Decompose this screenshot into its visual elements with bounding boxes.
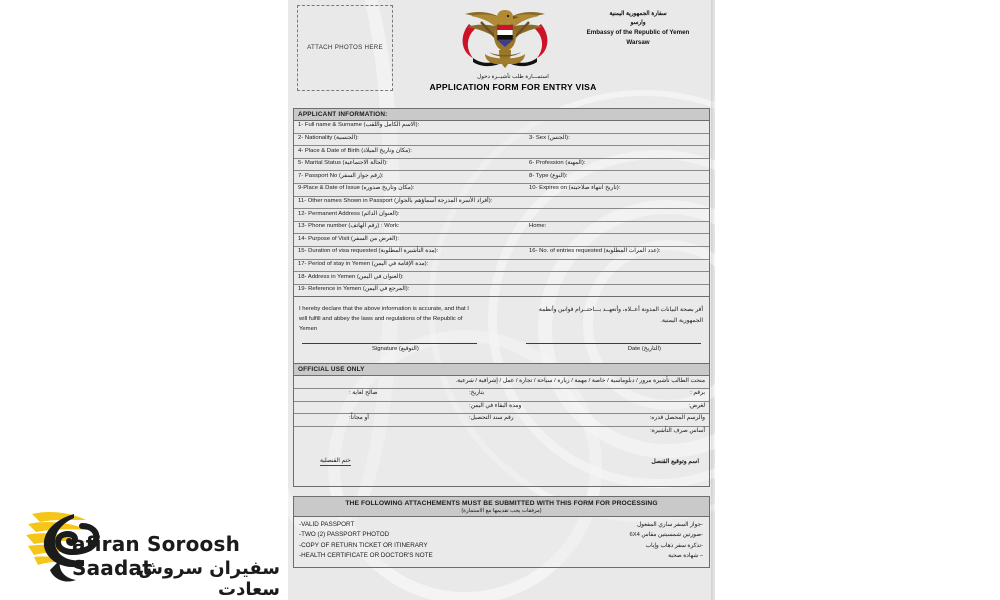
- form-title: [363, 74, 663, 92]
- applicant-field-row[interactable]: [294, 121, 709, 134]
- attachment-item-arabic: -جواز السفر ساري المفعول: [636, 522, 703, 529]
- attachments-header-arabic: (مرفقات يجب تقديمها مع الاستمارة): [461, 508, 542, 515]
- form-header: [288, 0, 715, 108]
- declaration-box: [293, 297, 710, 364]
- attachments-header: [294, 497, 709, 517]
- applicant-field-row[interactable]: [294, 272, 709, 285]
- official-field-mid: رقم سند التحصيل:: [469, 415, 514, 422]
- field-label-left: 14- Purpose of Visit (الغرض من السفر):: [298, 235, 399, 242]
- applicant-field-row[interactable]: [294, 234, 709, 247]
- official-field-mid: بتاريخ:: [469, 390, 485, 397]
- official-use-rows: [294, 376, 709, 438]
- embassy-heading: [563, 10, 713, 47]
- field-label-right: 10- Expires on (تاريخ انتهاء صلاحيته):: [529, 185, 621, 192]
- field-label-left: 11- Other names Shown in Passport (أفراد الأسرة المدرجة أسماؤهم بالجواز):: [298, 197, 493, 204]
- applicant-field-row[interactable]: [294, 134, 709, 147]
- agency-name-arabic: سفيران سروش سعادت: [138, 558, 280, 600]
- date-label: Date (التاريخ): [627, 346, 661, 353]
- applicant-field-row[interactable]: [294, 247, 709, 260]
- field-label-left: 4- Place & Date of Birth (مكان وتاريخ الميلاد):: [298, 147, 412, 154]
- applicant-field-row[interactable]: [294, 184, 709, 197]
- agency-logo: [14, 508, 280, 600]
- embassy-name-arabic: سفارة الجمهورية اليمنية: [609, 11, 667, 17]
- field-label-left: 15- Duration of visa requested (مدة التأشيرة المطلوبة):: [298, 248, 439, 255]
- official-use-field-row[interactable]: [294, 389, 709, 402]
- applicant-field-row[interactable]: [294, 159, 709, 172]
- attachment-item-english: -COPY OF RETURN TICKET OR ITINERARY: [299, 541, 428, 549]
- field-label-left: 18- Address in Yemen (العنوان في اليمن):: [298, 273, 404, 280]
- consulate-stamp-label: ختم القنصلية: [320, 458, 351, 465]
- attachment-item-english: -HEALTH CERTIFICATE OR DOCTOR'S NOTE: [299, 551, 433, 559]
- applicant-field-row[interactable]: [294, 285, 709, 297]
- official-use-header: OFFICIAL USE ONLY: [294, 364, 709, 376]
- field-label-left: 13- Phone number (رقم الهاتف) : Work:: [298, 223, 400, 230]
- official-field-right: أساس صرف التأشيرة:: [650, 428, 705, 435]
- field-label-left: 2- Nationality (الجنسية):: [298, 134, 359, 141]
- official-field-right: منحت الطالب تأشيرة مرور / دبلوماسية / خاصة / مهمة / زيارة / سياحة / تجارة / عمل / إشرافية / شرعية.: [455, 377, 705, 384]
- applicant-field-row[interactable]: [294, 146, 709, 159]
- field-label-left: 1- Full name & Surname (الاسم الكامل واللقب):: [298, 122, 420, 129]
- field-label-right: Home:: [529, 223, 547, 230]
- field-label-left: 7- Passport No (رقم جواز السفر):: [298, 172, 384, 179]
- applicant-information-rows: [294, 121, 709, 296]
- field-label-right: 8- Type (النوع):: [529, 172, 568, 179]
- signature-line[interactable]: [302, 343, 477, 344]
- document-sheet: [288, 0, 715, 600]
- applicant-information-header: APPLICANT INFORMATION:: [294, 109, 709, 121]
- attachment-item-arabic: -تذكرة سفر ذهاب وإياب: [645, 542, 703, 549]
- field-label-right: 3- Sex (الجنس):: [529, 134, 570, 141]
- attachments-box: [293, 496, 710, 568]
- consul-signature-label: اسم وتوقيع القنصل: [651, 459, 699, 466]
- embassy-city-english: Warsaw: [626, 38, 650, 46]
- signature-label: Signature (التوقيع): [372, 346, 419, 353]
- field-label-right: 16- No. of entries requested (عدد المرات المطلوبة):: [529, 248, 661, 255]
- field-label-left: 12- Permanent Address (العنوان الدائم):: [298, 210, 400, 217]
- official-use-box: [293, 364, 710, 487]
- field-label-left: 5- Marital Status (الحالة الاجتماعية):: [298, 160, 388, 167]
- attachments-body: [294, 517, 709, 567]
- attachment-item-arabic: – شهادة صحية: [668, 552, 703, 559]
- official-field-right: والرسم المحصل قدره:: [649, 415, 705, 422]
- field-label-left: 19- Reference in Yemen (المرجع في اليمن):: [298, 286, 410, 293]
- official-field-left: أو مجاناً:: [349, 415, 369, 422]
- applicant-field-row[interactable]: [294, 260, 709, 273]
- official-field-right: لغرض:: [688, 402, 705, 409]
- yemen-emblem-icon: [455, 2, 555, 72]
- attach-photos-label: ATTACH PHOTOS HERE: [307, 43, 383, 51]
- official-field-right: برقم :: [690, 390, 705, 397]
- official-field-left: صالح لغاية :: [349, 390, 378, 397]
- applicant-field-row[interactable]: [294, 171, 709, 184]
- official-field-mid: ومدة البقاء في اليمن:: [469, 402, 522, 409]
- attachment-item-arabic: -صورتين شمسيتين مقاس 6X4: [629, 532, 703, 539]
- official-use-field-row[interactable]: [294, 414, 709, 427]
- attachments-list-arabic: [629, 520, 703, 561]
- form-title-arabic: استمـــارة طلب تأشيــرة دخول: [477, 74, 549, 80]
- official-use-signature-area: [294, 438, 709, 486]
- attachments-header-english: THE FOLLOWING ATTACHEMENTS MUST BE SUBMITTED WITH THIS FORM FOR PROCESSING: [345, 500, 658, 508]
- date-line[interactable]: [526, 343, 701, 344]
- attachment-item-english: -TWO (2) PASSPORT PHOTOD: [299, 531, 390, 539]
- embassy-city-arabic: وارسو: [630, 19, 646, 26]
- form-title-english: APPLICATION FORM FOR ENTRY VISA: [429, 82, 597, 92]
- applicant-field-row[interactable]: [294, 197, 709, 210]
- official-use-field-row[interactable]: [294, 376, 709, 389]
- field-label-left: 9-Place & Date of Issue (مكان وتاريخ صدوره):: [298, 185, 415, 192]
- field-label-right: 6- Profession (المهنة):: [529, 160, 586, 167]
- applicant-field-row[interactable]: [294, 222, 709, 235]
- applicant-information-box: [293, 108, 710, 297]
- agency-name-english: afiran Soroosh Saadat: [72, 532, 241, 580]
- applicant-field-row[interactable]: [294, 209, 709, 222]
- declaration-text-arabic: أقر بصحة البيانات المدونة أعــلاه، وأتعهــد بـــاحتــرام قوانين وأنظمة الجمهورية اليمنية.: [538, 307, 703, 324]
- declaration-text-english: I hereby declare that the above information is accurate, and that I will fulfill and abbey the laws and regulations of the Republic of Yemen: [299, 306, 469, 332]
- official-use-field-row[interactable]: [294, 427, 709, 439]
- embassy-name-english: Embassy of the Republic of Yemen: [586, 28, 690, 36]
- official-use-field-row[interactable]: [294, 402, 709, 415]
- attachment-item-english: -VALID PASSPORT: [299, 521, 355, 529]
- field-label-left: 17- Period of stay in Yemen (مدة الإقامة في اليمن):: [298, 260, 429, 267]
